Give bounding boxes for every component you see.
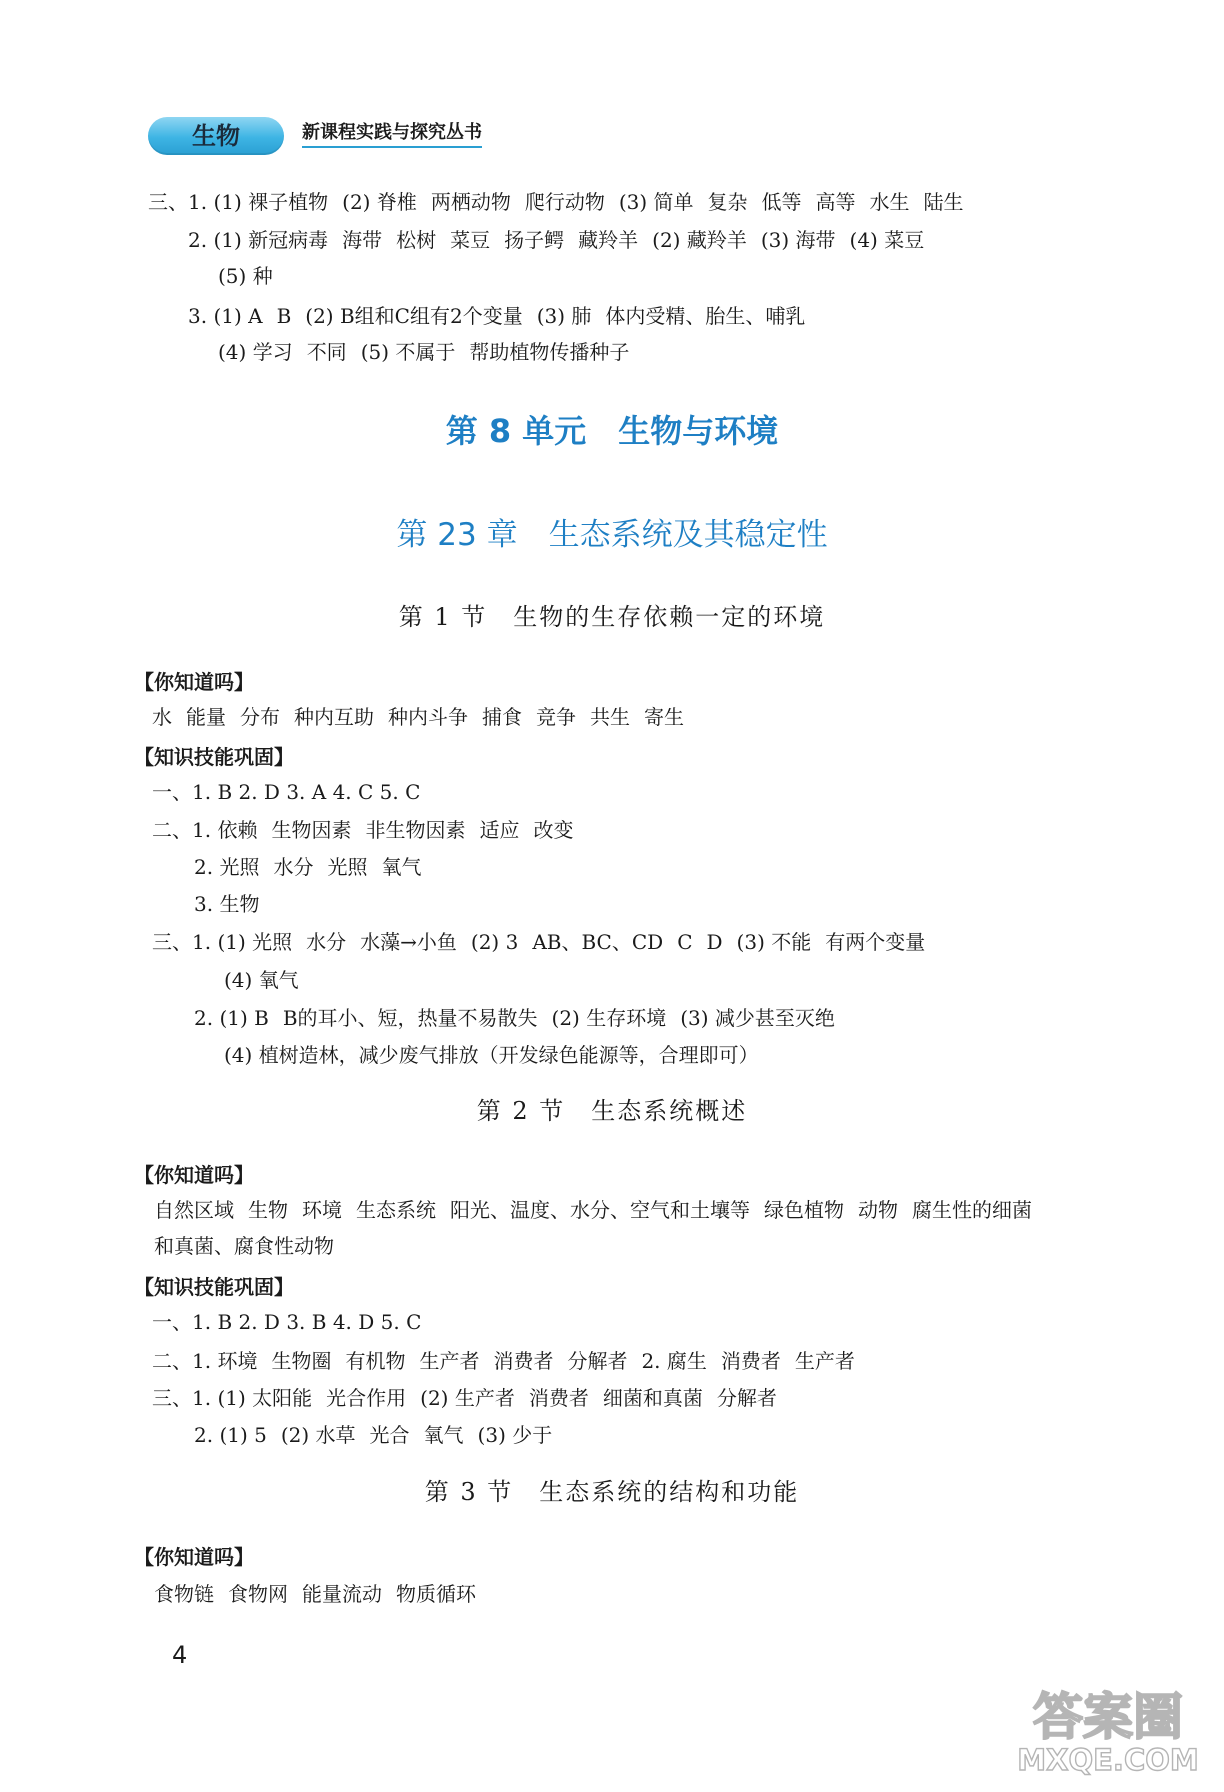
heading-know: 【你知道吗】 — [134, 670, 254, 694]
answer-token: 高等 — [815, 190, 856, 214]
answer-token: 种内斗争 — [388, 705, 468, 729]
answer-token: (2) 生产者 — [420, 1386, 515, 1410]
answer-token: 消费者 — [493, 1349, 554, 1373]
answer-token: 生态系统 — [356, 1198, 436, 1222]
answer-token: 光合作用 — [326, 1386, 407, 1410]
answer-token: 低等 — [761, 190, 802, 214]
answer-token: B — [276, 304, 292, 328]
answer-token: 生产者 — [794, 1349, 855, 1373]
answer-token: 2. (1) 5 — [194, 1423, 267, 1447]
answer-token: 3. (1) A — [188, 304, 263, 328]
answer-token: 分布 — [240, 705, 280, 729]
answer-token: 2. 腐生 — [641, 1349, 707, 1373]
answer-token: 分解者 — [716, 1386, 777, 1410]
answer-token: (2) 3 — [470, 930, 519, 954]
answer-token: 陆生 — [923, 190, 964, 214]
answer-token: 2. (1) 新冠病毒 — [188, 228, 329, 252]
answer-token: 生物因素 — [271, 818, 352, 842]
answer-line — [194, 1423, 552, 1447]
answer-token: 水藻→小鱼 — [360, 930, 457, 954]
answer-token: 自然区域 — [154, 1198, 234, 1222]
answer-token: 二、1. 依赖 — [152, 818, 258, 842]
answer-token: 能量流动 — [302, 1582, 382, 1606]
answer-token: 3. 生物 — [194, 892, 260, 916]
answer-token: (3) 海带 — [760, 228, 836, 252]
answer-token: 水分 — [306, 930, 347, 954]
answer-token: 动物 — [858, 1198, 898, 1222]
answer-token: 种内互助 — [294, 705, 374, 729]
heading-skill: 【知识技能巩固】 — [134, 745, 294, 769]
series-title: 新课程实践与探究丛书 — [302, 120, 482, 148]
answer-token: 帮助植物传播种子 — [469, 340, 630, 364]
answer-token: (2) 藏羚羊 — [652, 228, 747, 252]
answer-token: 生物圈 — [271, 1349, 332, 1373]
answer-token: (5) 种 — [218, 264, 273, 288]
answer-token: 能量 — [186, 705, 226, 729]
answer-token: 食物网 — [228, 1582, 288, 1606]
page-number: 4 — [172, 1641, 188, 1669]
answer-token: 阳光、温度、水分、空气和土壤等 — [450, 1198, 750, 1222]
answer-token: 三、1. (1) 太阳能 — [152, 1386, 313, 1410]
answer-token: 腐生性的细菌 — [912, 1198, 1032, 1222]
answer-token: 2. 光照 — [194, 855, 260, 879]
answer-token: (2) 生存环境 — [551, 1006, 667, 1030]
answer-token: C — [677, 930, 693, 954]
answer-token: 体内受精、胎生、哺乳 — [605, 304, 806, 328]
answer-line — [152, 1349, 855, 1373]
answer-token: 竞争 — [536, 705, 576, 729]
answer-token: 消费者 — [720, 1349, 781, 1373]
answer-line — [154, 1234, 334, 1258]
answer-line — [152, 705, 684, 729]
answer-token: 共生 — [590, 705, 630, 729]
answer-token: 海带 — [342, 228, 383, 252]
watermark-bottom-text: MXQE.COM — [1017, 1743, 1199, 1776]
answer-token: 水 — [152, 705, 172, 729]
answer-line — [154, 1582, 476, 1606]
answer-line — [194, 1006, 835, 1030]
answer-token: (4) 植树造林，减少废气排放（开发绿色能源等，合理即可） — [224, 1043, 759, 1067]
answer-token: (3) 减少甚至灭绝 — [680, 1006, 835, 1030]
chapter-title: 第 23 章 生态系统及其稳定性 — [396, 517, 828, 553]
watermark-logo — [1010, 1682, 1206, 1776]
answer-token: (3) 不能 — [736, 930, 812, 954]
answer-token: 消费者 — [528, 1386, 589, 1410]
answer-line — [194, 855, 421, 879]
answer-token: 2. (1) B — [194, 1006, 269, 1030]
answer-token: D — [706, 930, 723, 954]
answer-line — [154, 1198, 1032, 1222]
answer-token: 氧气 — [381, 855, 422, 879]
answer-token: 水生 — [869, 190, 910, 214]
answer-token: 有机物 — [345, 1349, 406, 1373]
answer-token: 生物 — [248, 1198, 288, 1222]
answer-token: (3) 少于 — [477, 1423, 553, 1447]
section-title: 第 2 节 生态系统概述 — [476, 1097, 748, 1125]
answer-line — [194, 892, 259, 916]
answer-token: 食物链 — [154, 1582, 214, 1606]
watermark-top-text: 答案圈 — [1033, 1688, 1183, 1746]
answer-token: 藏羚羊 — [578, 228, 639, 252]
answer-token: (2) 脊椎 — [342, 190, 417, 214]
section-title: 第 3 节 生态系统的结构和功能 — [424, 1478, 800, 1506]
answer-token: 分解者 — [567, 1349, 628, 1373]
answer-token: AB、BC、CD — [532, 930, 664, 954]
answer-token: 扬子鳄 — [504, 228, 565, 252]
unit-title: 第 8 单元 生物与环境 — [445, 412, 779, 450]
heading-skill: 【知识技能巩固】 — [134, 1275, 294, 1299]
answer-token: 物质循环 — [396, 1582, 476, 1606]
answer-token: (2) B组和C组有2个变量 — [305, 304, 523, 328]
answer-token: 不同 — [306, 340, 347, 364]
answer-line: 一、1. B 2. D 3. B 4. D 5. C — [152, 1310, 422, 1334]
heading-know: 【你知道吗】 — [134, 1163, 254, 1187]
answer-token: 和真菌、腐食性动物 — [154, 1234, 334, 1258]
answer-line — [148, 190, 964, 214]
answer-token: 非生物因素 — [365, 818, 466, 842]
answer-token: 生产者 — [419, 1349, 480, 1373]
answer-line — [224, 968, 299, 992]
answer-token: (2) 水草 — [280, 1423, 356, 1447]
answer-token: 寄生 — [644, 705, 684, 729]
answer-line — [224, 1043, 759, 1067]
answer-token: (4) 菜豆 — [849, 228, 925, 252]
answer-token: 绿色植物 — [764, 1198, 844, 1222]
answer-token: 松树 — [396, 228, 437, 252]
answer-token: 三、1. (1) 裸子植物 — [148, 190, 329, 214]
answer-token: 二、1. 环境 — [152, 1349, 258, 1373]
answer-token: (4) 学习 — [218, 340, 293, 364]
answer-line — [152, 1386, 777, 1410]
answer-token: 适应 — [479, 818, 520, 842]
answer-token: 捕食 — [482, 705, 522, 729]
answer-token: (3) 简单 — [618, 190, 694, 214]
answer-token: 水分 — [273, 855, 314, 879]
answer-token: 三、1. (1) 光照 — [152, 930, 293, 954]
answer-token: 复杂 — [707, 190, 748, 214]
answer-line — [218, 264, 273, 288]
answer-token: 环境 — [302, 1198, 342, 1222]
answer-token: 细菌和真菌 — [602, 1386, 703, 1410]
answer-token: 菜豆 — [450, 228, 491, 252]
answer-token: 氧气 — [423, 1423, 464, 1447]
answer-line — [188, 304, 805, 328]
answer-line — [188, 228, 924, 252]
answer-token: 两栖动物 — [430, 190, 511, 214]
heading-know: 【你知道吗】 — [134, 1545, 254, 1569]
answer-line: 一、1. B 2. D 3. A 4. C 5. C — [152, 780, 421, 804]
answer-line — [218, 340, 629, 364]
answer-token: 改变 — [533, 818, 574, 842]
answer-line — [152, 818, 573, 842]
answer-token: (5) 不属于 — [360, 340, 456, 364]
answer-token: B的耳小、短，热量不易散失 — [282, 1006, 538, 1030]
answer-token: (3) 肺 — [536, 304, 592, 328]
section-title: 第 1 节 生物的生存依赖一定的环境 — [398, 603, 826, 631]
answer-token: 光照 — [327, 855, 368, 879]
answer-token: 爬行动物 — [524, 190, 605, 214]
answer-line — [152, 930, 925, 954]
subject-label: 生物 — [192, 122, 240, 150]
answer-token: (4) 氧气 — [224, 968, 299, 992]
answer-token: 有两个变量 — [825, 930, 926, 954]
answer-token: 光合 — [369, 1423, 410, 1447]
